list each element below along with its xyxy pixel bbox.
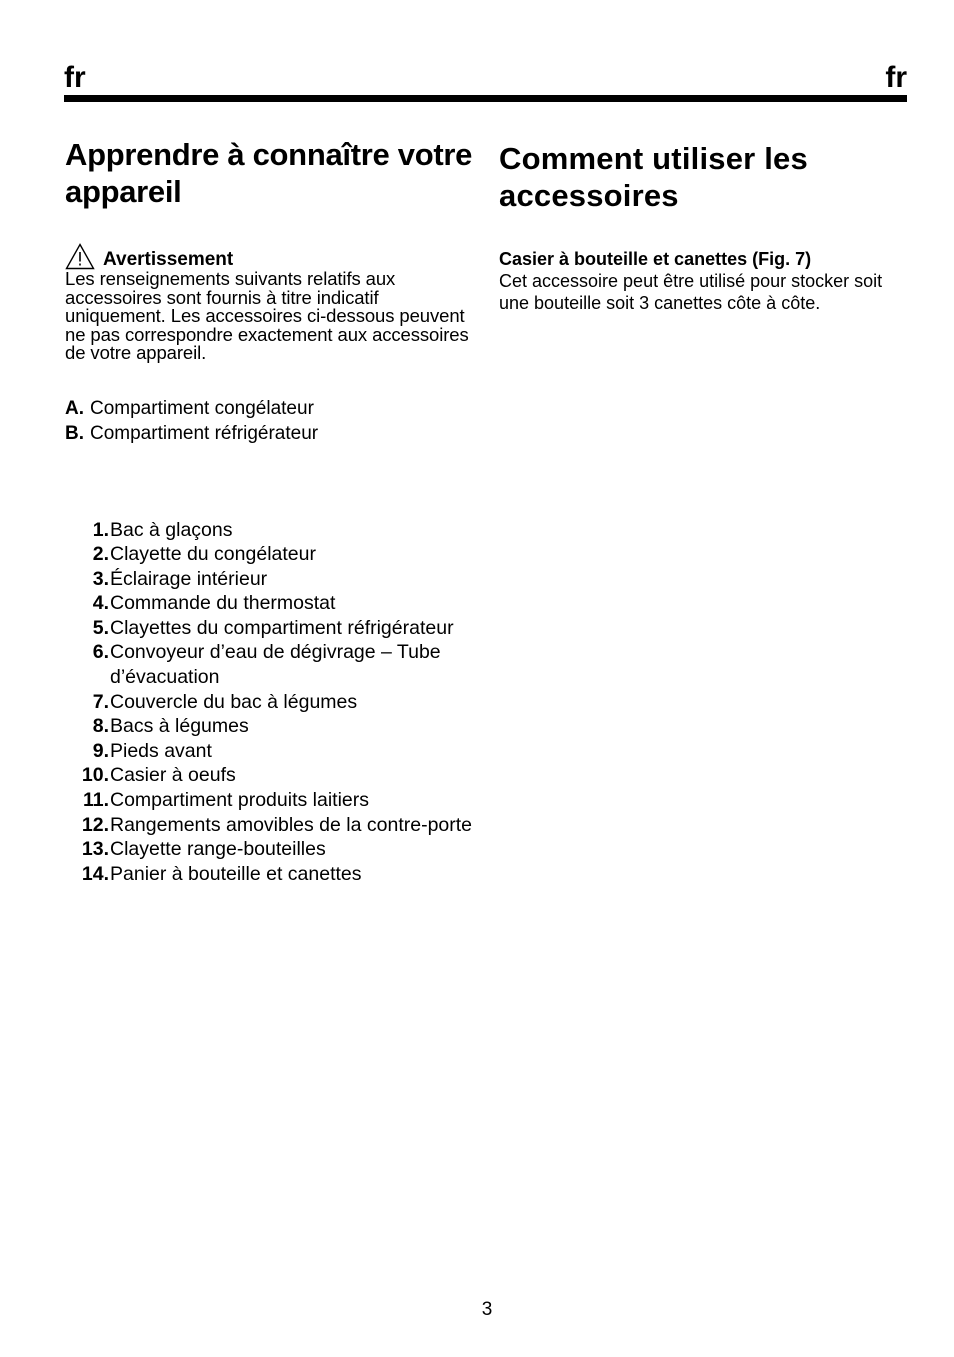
list-number: 5.: [92, 616, 109, 639]
accessory-description: Cet accessoire peut être utilisé pour stocker soit une bouteille soit 3 canettes côte à côte.: [499, 271, 883, 313]
left-section-title: Apprendre à connaître votre appareil: [65, 137, 473, 209]
list-item: [65, 616, 475, 641]
compartment-key: A.: [65, 397, 84, 419]
language-tag-right: fr: [885, 61, 907, 94]
list-label: Clayette range-bouteilles: [110, 838, 326, 861]
compartment-item: [65, 396, 475, 421]
list-number: 14.: [81, 862, 109, 885]
list-label: Bac à glaçons: [110, 518, 233, 541]
list-item: [65, 739, 475, 764]
list-label: Clayette du congélateur: [110, 543, 316, 566]
right-section-title: Comment utiliser les accessoires: [499, 141, 808, 213]
list-number: 1.: [92, 518, 109, 541]
left-column: [65, 136, 475, 886]
list-item: [65, 837, 475, 862]
list-item: [65, 788, 475, 813]
parts-list: [65, 518, 475, 887]
list-number: 10.: [81, 764, 109, 787]
list-number: 4.: [92, 592, 109, 615]
list-number: 7.: [92, 690, 109, 713]
list-number: 3.: [92, 567, 109, 590]
page-number: 3: [481, 1299, 493, 1320]
language-tag-left: fr: [64, 61, 86, 94]
list-item: [65, 862, 475, 887]
list-label: Casier à oeufs: [110, 764, 236, 787]
list-number: 12.: [81, 813, 109, 836]
warning-text: Les renseignements suivants relatifs aux accessoires sont fournis à titre indicatif uniquement. Les accessoires ci-dessous peuvent ne pas correspondre exactement aux accessoires de votre appareil.: [65, 268, 469, 363]
list-label: Convoyeur d’eau de dégivrage – Tube d’évacuation: [110, 641, 441, 689]
list-label: Commande du thermostat: [110, 592, 336, 615]
list-label: Rangements amovibles de la contre-porte: [110, 813, 473, 836]
compartment-label: Compartiment réfrigérateur: [90, 422, 319, 444]
list-item: [65, 591, 475, 616]
list-item: [65, 690, 475, 715]
list-number: 8.: [92, 715, 109, 738]
list-label: Pieds avant: [110, 739, 212, 762]
compartment-item: [65, 421, 475, 446]
list-item: [65, 542, 475, 567]
list-label: Compartiment produits laitiers: [110, 789, 370, 812]
list-item: [65, 518, 475, 543]
list-label: Clayettes du compartiment réfrigérateur: [110, 616, 454, 639]
warning-block: [65, 243, 475, 363]
warning-triangle-icon: [65, 243, 95, 270]
list-number: 6.: [92, 641, 109, 664]
list-number: 11.: [82, 789, 109, 812]
accessory-heading: Casier à bouteille et canettes (Fig. 7): [499, 249, 812, 269]
list-label: Panier à bouteille et canettes: [110, 862, 362, 885]
right-column: [499, 140, 909, 314]
header-rule: [64, 95, 907, 102]
warning-heading: [65, 243, 475, 270]
compartment-list: [65, 396, 475, 446]
list-number: 9.: [92, 739, 109, 762]
warning-title: Avertissement: [103, 249, 234, 270]
list-item: [65, 714, 475, 739]
compartment-label: Compartiment congélateur: [90, 397, 314, 419]
list-item: [65, 813, 475, 838]
list-number: 2.: [92, 543, 109, 566]
list-label: Éclairage intérieur: [110, 567, 268, 590]
list-item: [65, 763, 475, 788]
list-label: Couvercle du bac à légumes: [110, 690, 358, 713]
list-number: 13.: [81, 838, 109, 861]
list-item: [65, 640, 475, 689]
list-label: Bacs à légumes: [110, 715, 249, 738]
compartment-key: B.: [65, 422, 84, 444]
list-item: [65, 567, 475, 592]
